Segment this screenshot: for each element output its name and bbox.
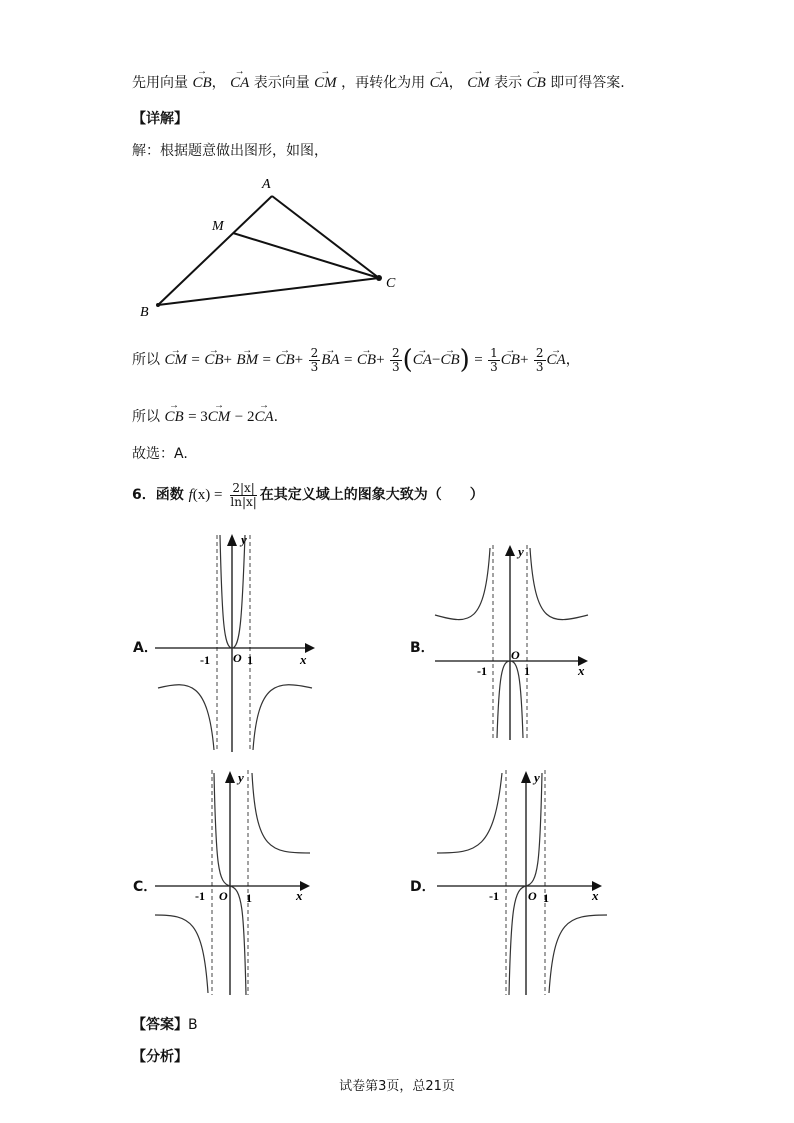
numerator: 2	[535, 345, 544, 360]
eq-tail: ，	[565, 352, 580, 368]
choice-line: 故选：A.	[132, 446, 188, 462]
operator: =	[343, 352, 353, 368]
hint-text: 表示	[494, 75, 523, 91]
operator: =	[191, 352, 200, 368]
fraction	[488, 347, 500, 374]
fraction	[390, 347, 402, 374]
solution-intro: 解：根据题意做出图形，如图，	[132, 143, 328, 159]
question-text: 在其定义域上的图象大致为（ ）	[259, 487, 484, 503]
label-c: C	[386, 276, 396, 291]
x-axis-arrow-icon	[305, 643, 315, 653]
fraction	[309, 347, 321, 374]
tick-neg1: -1	[195, 889, 205, 903]
vector-cb: → CB	[275, 346, 294, 374]
hint-text: 先用向量	[132, 75, 188, 91]
hint-text: 表示向量	[253, 75, 310, 91]
triangle-diagram	[130, 168, 410, 328]
x-label: x	[296, 888, 303, 903]
vector-cb: → CB	[192, 75, 211, 92]
operator: +	[376, 352, 385, 368]
option-b-label: B．	[410, 640, 435, 656]
equation-2	[132, 406, 278, 426]
y-axis-arrow-icon	[225, 771, 235, 783]
vector-ba: → BA	[321, 346, 339, 374]
graph-c	[150, 765, 320, 1000]
vector-cm: → CM	[467, 75, 490, 92]
operator: +	[519, 352, 529, 368]
eq-prefix: 所以	[132, 409, 160, 425]
function-name: f	[188, 487, 193, 503]
vector-cb: → CB	[527, 75, 546, 92]
option-c-label: C．	[133, 879, 158, 895]
side-bc	[158, 278, 379, 305]
numerator: 2|x|	[232, 480, 255, 495]
y-label: y	[534, 770, 540, 785]
question-number: 6．	[132, 487, 156, 503]
graph-d	[432, 765, 612, 1000]
tick-neg1: -1	[477, 664, 487, 678]
option-a-label: A．	[133, 640, 158, 656]
point-c	[376, 275, 382, 281]
curve-right	[253, 685, 312, 750]
hint-line	[132, 72, 625, 92]
answer-label: 【答案】	[132, 1017, 188, 1033]
detail-header: 【详解】	[132, 111, 188, 127]
vector-cb: → CB	[357, 346, 376, 374]
origin-label: O	[528, 889, 537, 903]
point-b	[156, 303, 160, 307]
segment-cm	[233, 233, 379, 278]
option-d-label: D．	[410, 879, 436, 895]
vector-ca: → CA	[547, 346, 566, 374]
tick-1: 1	[246, 891, 252, 905]
tick-1: 1	[524, 664, 530, 678]
y-axis-arrow-icon	[521, 771, 531, 783]
vector-cb: → CB	[501, 346, 520, 374]
vector-cm: → CM	[164, 346, 187, 374]
vector-ca: → CA	[430, 75, 449, 92]
denominator: 3	[535, 359, 544, 374]
tick-1: 1	[247, 653, 253, 667]
tick-1: 1	[543, 891, 549, 905]
y-label: y	[518, 544, 524, 559]
origin-label: O	[511, 648, 520, 662]
vector-bm: → BM	[236, 346, 258, 374]
function-fraction	[228, 482, 258, 509]
vector-ca: → CA	[230, 75, 249, 92]
curve-right	[252, 773, 310, 853]
x-label: x	[592, 888, 599, 903]
y-label: y	[238, 770, 244, 785]
operator: +	[294, 352, 304, 368]
operator: =	[262, 352, 272, 368]
question-6	[132, 478, 484, 512]
paren: (	[402, 345, 413, 375]
curve-right	[549, 915, 607, 993]
curve-left	[437, 773, 502, 853]
operator: = 3	[188, 409, 208, 425]
page-footer: 试卷第3页，总21页	[339, 1079, 455, 1094]
separator: ，	[211, 75, 226, 91]
answer-line	[132, 1014, 198, 1034]
vector-cb: → CB	[204, 346, 223, 374]
y-axis-arrow-icon	[227, 534, 237, 546]
x-label: x	[578, 663, 585, 678]
vector-cb: → CB	[440, 346, 459, 374]
answer-value: B	[188, 1017, 198, 1033]
function-arg: (x) =	[192, 487, 223, 503]
analysis-header: 【分析】	[132, 1049, 188, 1065]
y-label: y	[241, 532, 247, 547]
numerator: 1	[490, 345, 498, 360]
x-label: x	[300, 652, 307, 667]
side-ca	[272, 196, 379, 278]
denominator: 3	[490, 359, 498, 374]
curve-right	[530, 548, 588, 620]
curve-left	[435, 548, 490, 620]
eq-prefix: 所以	[132, 352, 160, 368]
hint-text: 即可得答案.	[550, 75, 625, 91]
y-axis-arrow-icon	[505, 545, 515, 556]
graph-b	[430, 540, 595, 745]
hint-text: ，再转化为用	[341, 75, 426, 91]
fraction	[534, 347, 546, 374]
numerator: 2	[392, 345, 400, 360]
curve-left	[155, 915, 208, 993]
operator: =	[474, 352, 483, 368]
label-a: A	[262, 177, 271, 192]
denominator: ln|x|	[230, 494, 257, 509]
graph-a	[150, 530, 325, 755]
vector-ca: → CA	[254, 409, 273, 426]
eq-tail: .	[273, 409, 279, 425]
label-m: M	[212, 219, 224, 234]
denominator: 3	[310, 359, 319, 374]
origin-label: O	[233, 651, 242, 665]
vector-cm: → CM	[314, 75, 337, 92]
question-text: 函数	[155, 487, 184, 503]
equation-1	[132, 346, 580, 374]
operator: − 2	[234, 409, 255, 425]
side-ab	[158, 196, 272, 305]
tick-neg1: -1	[200, 653, 210, 667]
label-b: B	[140, 305, 149, 320]
curve-left	[158, 685, 214, 750]
separator: ，	[448, 75, 463, 91]
denominator: 3	[392, 359, 400, 374]
vector-cb: → CB	[164, 409, 183, 426]
operator: +	[223, 352, 232, 368]
paren: )	[459, 345, 470, 375]
operator: −	[431, 352, 441, 368]
origin-label: O	[219, 889, 228, 903]
vector-cm: → CM	[208, 409, 231, 426]
numerator: 2	[310, 345, 319, 360]
tick-neg1: -1	[489, 889, 499, 903]
vector-ca: → CA	[413, 346, 432, 374]
